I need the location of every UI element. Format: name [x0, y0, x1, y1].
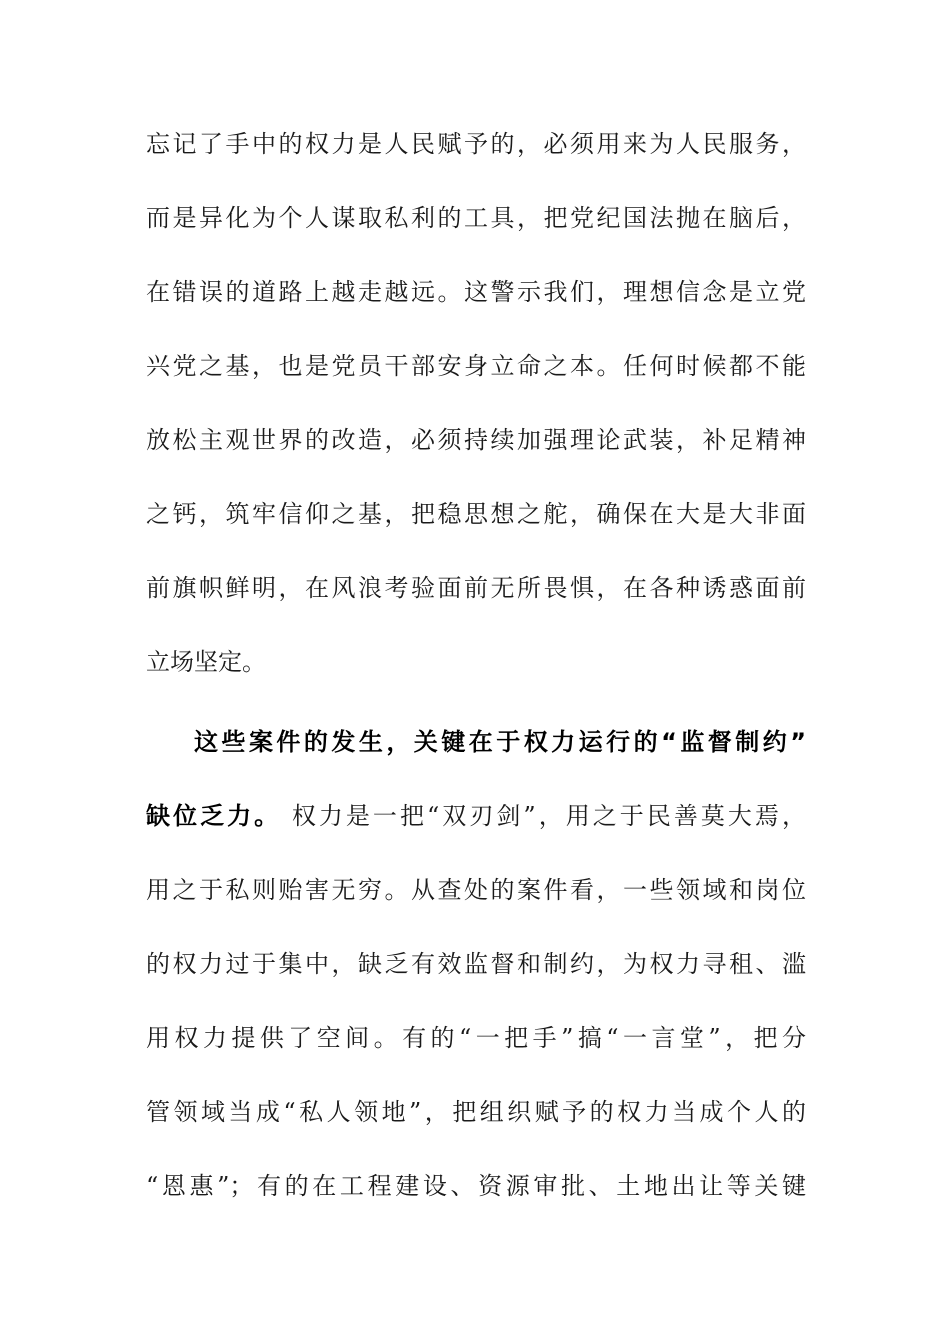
paragraph2-line-7: “恩惠”；有的在工程建设、资源审批、土地出让等关键	[146, 1172, 806, 1200]
paragraph1-line-2: 而是异化为个人谋取私利的工具，把党纪国法抛在脑后，	[146, 204, 806, 232]
paragraph2-heading-end: 缺位乏力。	[146, 802, 282, 830]
paragraph2-line-3: 用之于私则贻害无穷。从查处的案件看，一些领域和岗位	[146, 876, 806, 904]
paragraph2-line-5: 用权力提供了空间。有的“一把手”搞“一言堂”，把分	[146, 1024, 806, 1052]
paragraph2-line-4: 的权力过于集中，缺乏有效监督和制约，为权力寻租、滥	[146, 950, 806, 978]
paragraph2-line-2	[146, 796, 806, 836]
paragraph2-line-2-text: 权力是一把“双刃剑”，用之于民善莫大焉，	[281, 802, 807, 830]
paragraph1-line-3: 在错误的道路上越走越远。这警示我们，理想信念是立党	[146, 278, 806, 306]
paragraph2-heading-line-1: 这些案件的发生，关键在于权力运行的“监督制约”	[194, 728, 806, 756]
paragraph1-line-6: 之钙，筑牢信仰之基，把稳思想之舵，确保在大是大非面	[146, 500, 806, 528]
paragraph2-line-6: 管领域当成“私人领地”，把组织赋予的权力当成个人的	[146, 1098, 806, 1126]
paragraph1-line-1: 忘记了手中的权力是人民赋予的，必须用来为人民服务，	[146, 130, 806, 158]
paragraph1-line-8: 立场坚定。	[146, 648, 266, 676]
paragraph1-line-7: 前旗帜鲜明，在风浪考验面前无所畏惧，在各种诱惑面前	[146, 574, 806, 602]
paragraph1-line-5: 放松主观世界的改造，必须持续加强理论武装，补足精神	[146, 426, 806, 454]
paragraph1-line-4: 兴党之基，也是党员干部安身立命之本。任何时候都不能	[146, 352, 806, 380]
